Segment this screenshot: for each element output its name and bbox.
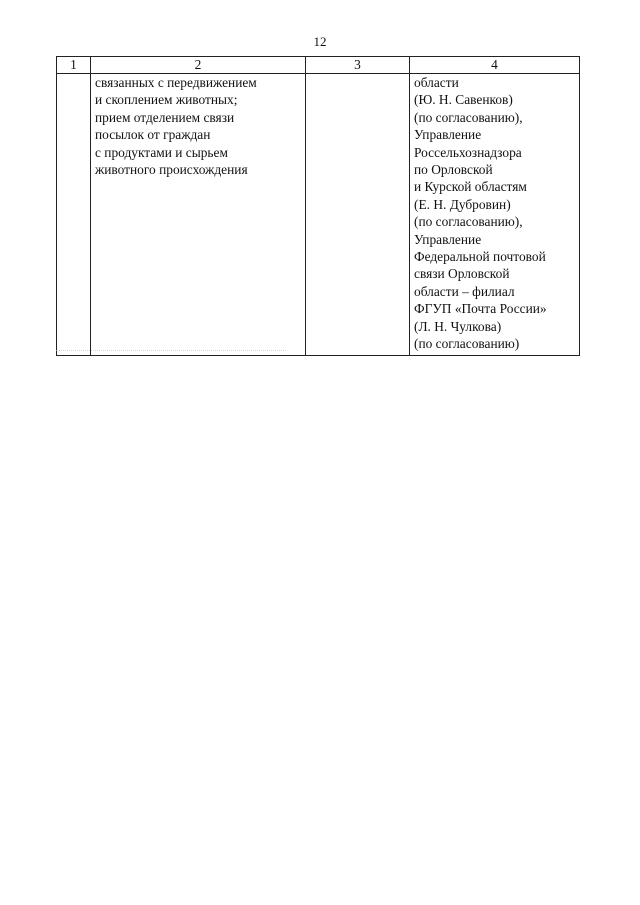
cell-col-2	[91, 74, 306, 356]
cell-line: посылок от граждан	[95, 127, 211, 143]
cell-col-4	[410, 74, 580, 356]
table-row	[57, 74, 580, 356]
cell-line: Управление	[414, 231, 482, 247]
cell-line: и Курской областям	[414, 179, 527, 195]
cell-line: (по согласованию),	[414, 109, 523, 125]
cell-line: Федеральной почтовой	[414, 249, 546, 265]
header-col-2: 2	[91, 57, 306, 74]
scan-artifact-line	[56, 350, 286, 357]
cell-line: связи Орловской	[414, 266, 510, 282]
cell-line: (по согласованию),	[414, 214, 523, 230]
cell-line: области – филиал	[414, 283, 515, 299]
cell-line: (по согласованию)	[414, 336, 520, 352]
cell-line: (Л. Н. Чулкова)	[414, 318, 502, 334]
cell-line: (Ю. Н. Савенков)	[414, 92, 513, 108]
cell-line: с продуктами и сырьем	[95, 144, 228, 160]
header-col-3: 3	[306, 57, 410, 74]
cell-col-3	[306, 74, 410, 356]
cell-line: и скоплением животных;	[95, 92, 238, 108]
cell-line: Россельхознадзора	[414, 144, 522, 160]
header-col-4: 4	[410, 57, 580, 74]
header-col-1: 1	[57, 57, 91, 74]
page-number: 12	[313, 34, 327, 49]
schedule-table	[56, 56, 580, 356]
cell-col-1	[57, 74, 91, 356]
cell-line: области	[414, 75, 459, 90]
cell-line: Управление	[414, 127, 482, 143]
cell-line: прием отделением связи	[95, 109, 235, 125]
cell-line: (Е. Н. Дубровин)	[414, 196, 511, 212]
cell-line: связанных с передвижением	[95, 75, 257, 90]
cell-line: по Орловской	[414, 162, 493, 178]
table-header-row	[57, 57, 580, 74]
cell-line: животного происхождения	[95, 162, 248, 178]
cell-line: ФГУП «Почта России»	[414, 301, 547, 317]
